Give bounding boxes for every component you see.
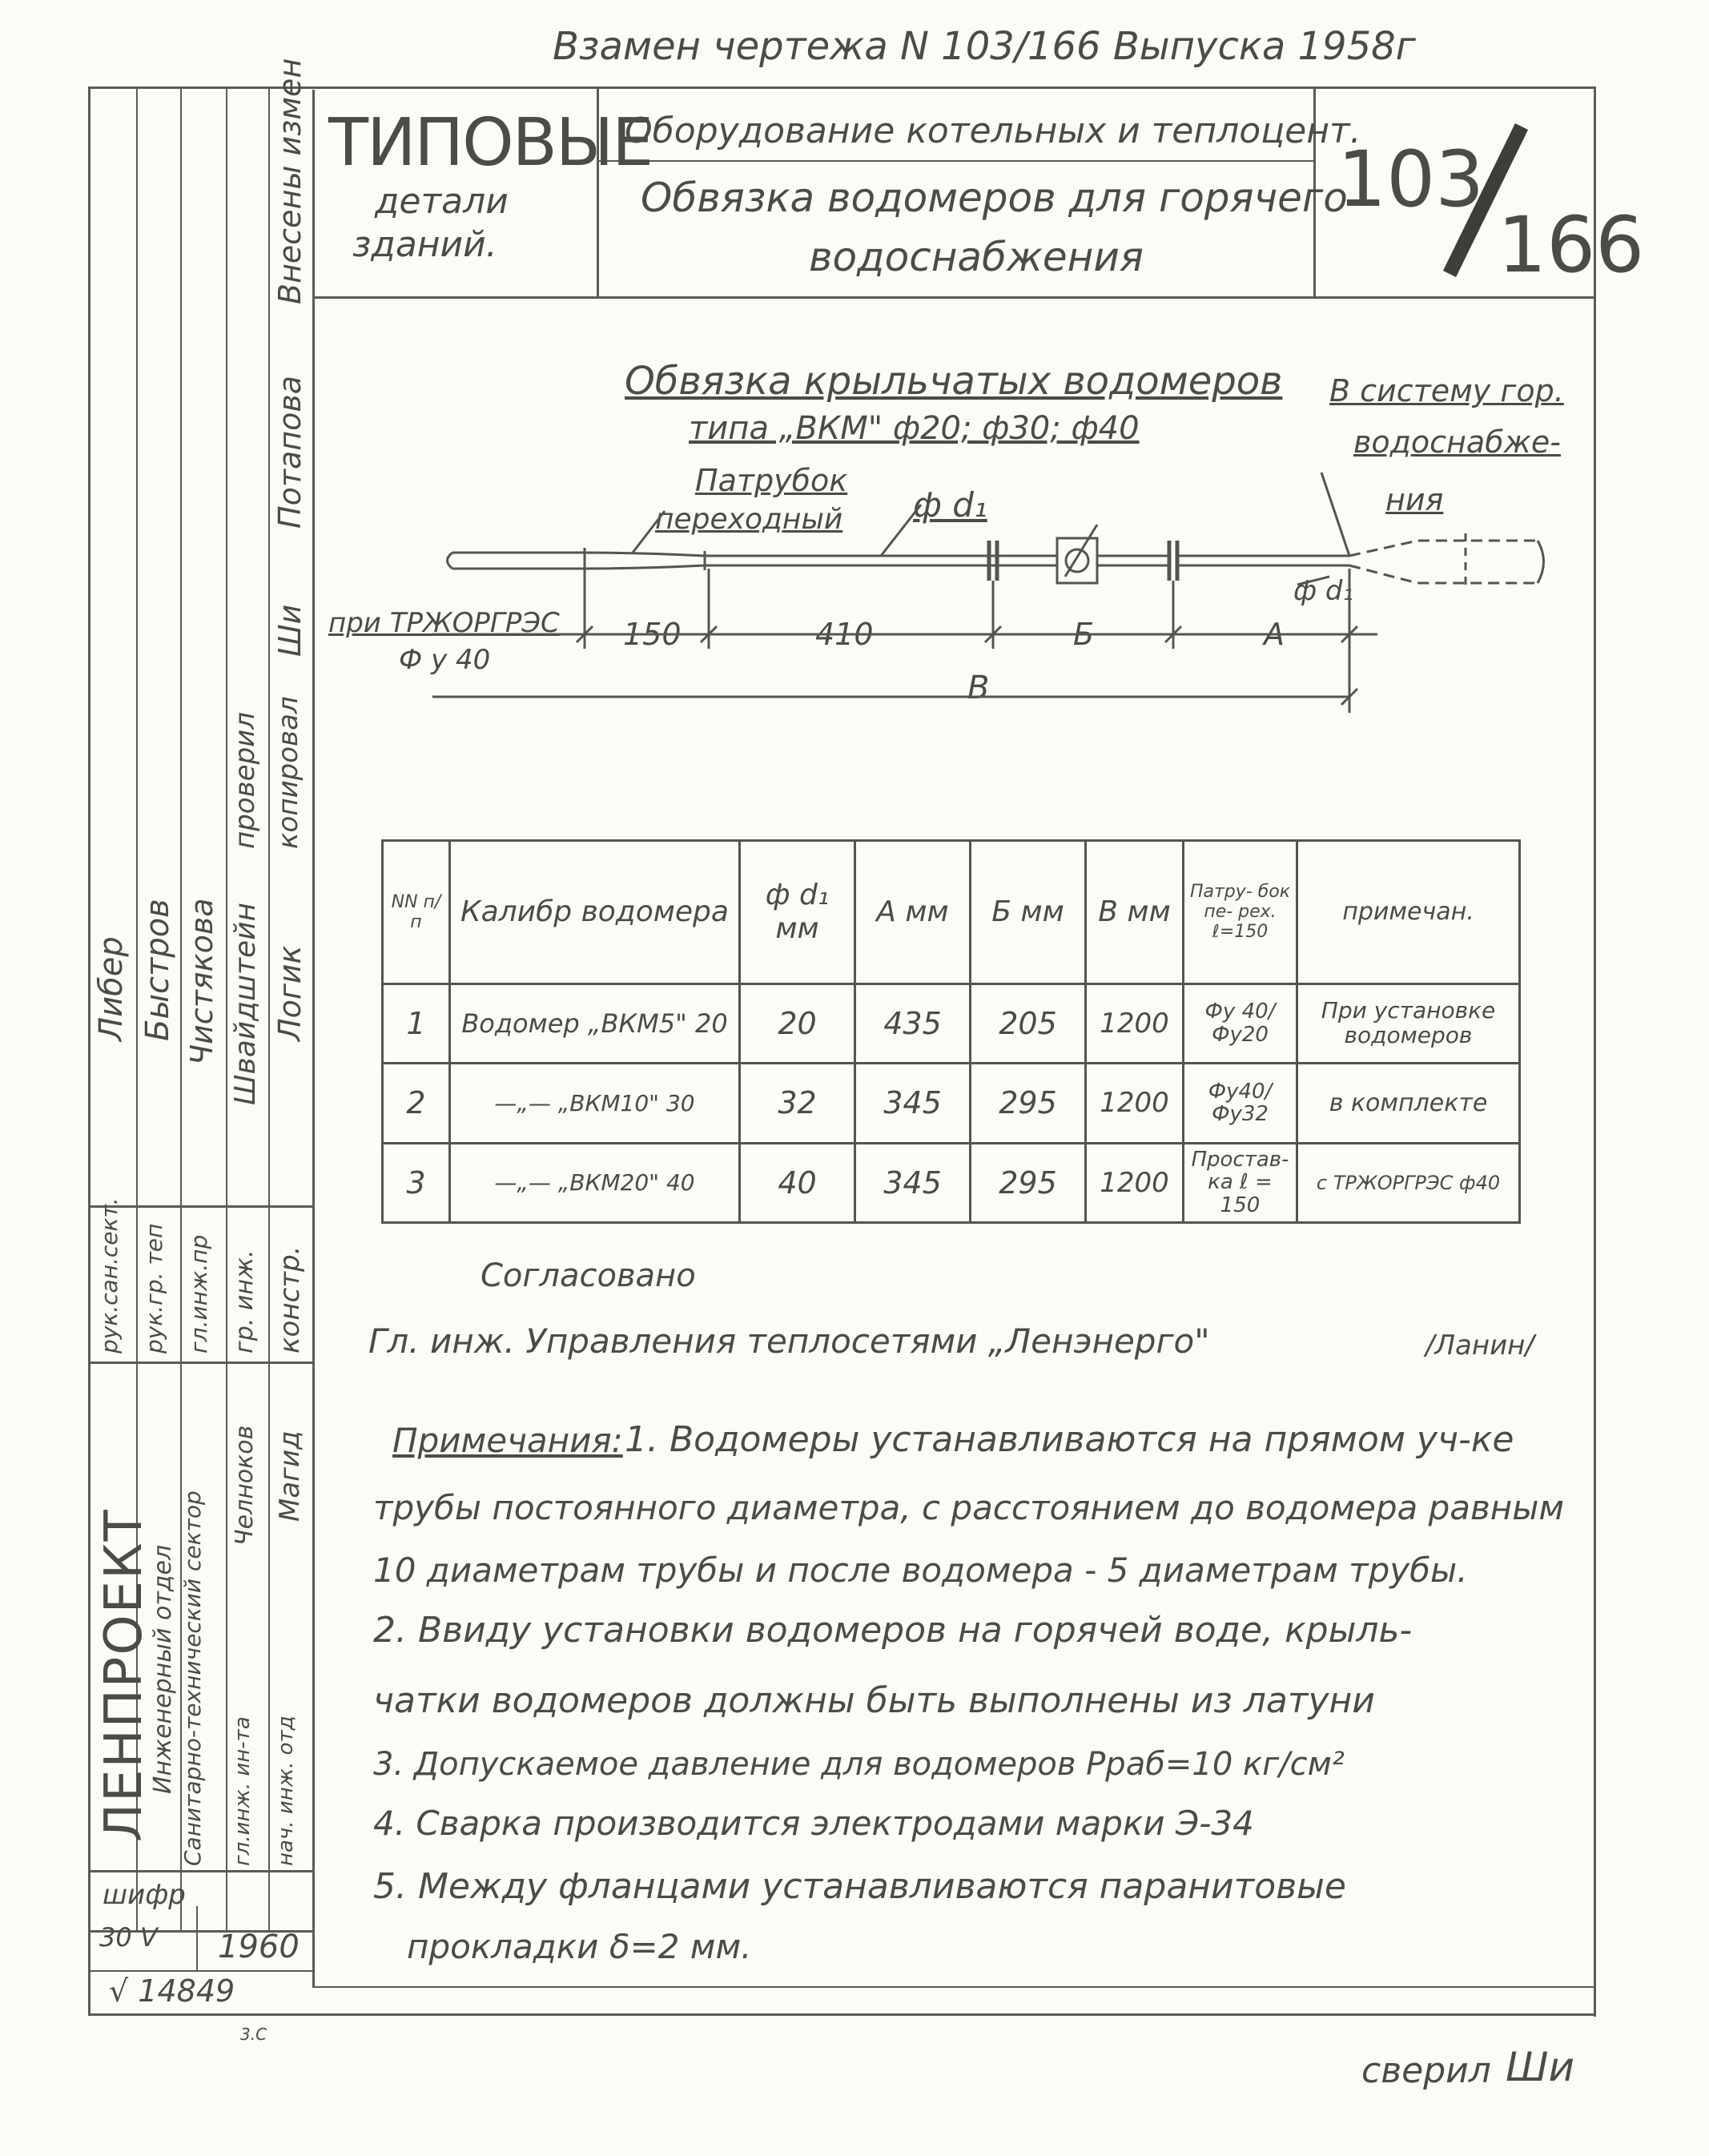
th-caliber: Калибр водомера (450, 841, 740, 984)
cell-diameter: 20 (740, 983, 855, 1063)
drawing-heading-2: типа „ВКМ" ф20; ф30; ф40 (689, 410, 1140, 447)
cell-caliber: —„— „ВКМ10" 30 (450, 1064, 740, 1143)
typical-label-3: зданий. (352, 224, 497, 265)
stamp-date-divider (196, 1906, 198, 1970)
sidebar-magid: Магид (274, 1430, 306, 1522)
sidebar-sector: Санитарно-технический сектор (179, 1490, 206, 1866)
drawing-heading-1: Обвязка крыльчатых водомеров (625, 359, 1283, 404)
sidebar-ruk-san: рук.сан.сект. (96, 1197, 123, 1354)
sidebar-gl-inzh-in-ta: гл.инж. ин-та (231, 1716, 255, 1866)
spec-table (381, 839, 1521, 1224)
dim-410: 410 (815, 617, 874, 652)
footer-signature: Ши (1506, 2044, 1574, 2090)
sidebar-logik: Логик (272, 945, 308, 1041)
sidebar-gr-inzh: гр. инж. (231, 1249, 259, 1354)
left-note-2: Ф у 40 (399, 644, 491, 676)
cell-caliber: Водомер „ВКМ5" 20 (450, 983, 740, 1063)
diam-label-right: ф d₁ (1293, 575, 1354, 607)
cell-pipe: Фу40/Фу32 (1184, 1064, 1297, 1143)
sidebar-shvaidshtein: Швайдштейн (229, 902, 262, 1105)
title-line-3: водоснабжения (809, 234, 1144, 280)
cell-pipe: Фу 40/Фу20 (1184, 983, 1297, 1063)
title-line-2: Обвязка водомеров для горячего (641, 175, 1348, 221)
stamp-col-4 (268, 88, 270, 1930)
th-pipe: Патру- бок пе- рех. ℓ=150 (1184, 841, 1297, 984)
sidebar-changes: Внесены измен (272, 58, 308, 304)
outlet-note-1: В систему гор. (1329, 373, 1564, 408)
doc-number-top: 103 (1337, 135, 1485, 224)
table-row (383, 983, 1520, 1063)
sidebar-shi: Ши (272, 604, 308, 657)
sidebar-copied: копировал (272, 696, 304, 849)
frame-left-outer (88, 86, 90, 2015)
sidebar-inv: √ 14849 (109, 1973, 235, 2009)
approval-name: /Ланин/ (1426, 1329, 1534, 1362)
sidebar-potapova: Потапова (272, 375, 308, 529)
cell-diameter: 40 (740, 1143, 855, 1222)
cell-diameter: 32 (740, 1064, 855, 1143)
pipe-assembly-drawing (432, 448, 1586, 721)
sidebar-gl-inzh-pr: гл.инж.пр (186, 1234, 212, 1354)
note-1a: 1. Водомеры устанавливаются на прямом уч-ке (625, 1419, 1514, 1460)
dim-v: В (967, 670, 990, 706)
sidebar-shifr: шифр (103, 1879, 186, 1911)
note-1b: трубы постоянного диаметра, с расстоянием до водомера равным (373, 1488, 1565, 1527)
stamp-col-3 (226, 88, 227, 1930)
frame-left-inner (312, 90, 315, 1988)
cell-v: 1200 (1086, 983, 1184, 1063)
sidebar-lieber: Либер (93, 936, 130, 1041)
cell-note: При установке водомеров (1297, 983, 1520, 1063)
title-line-1: Оборудование котельных и теплоцент. (625, 111, 1361, 151)
sidebar-chistyakova: Чистякова (184, 898, 219, 1065)
replaces-note: Взамен чертежа N 103/166 Выпуска 1958г (553, 24, 1416, 69)
stamp-row-2 (88, 1362, 312, 1364)
cell-v: 1200 (1086, 1143, 1184, 1222)
notes-title: Примечания: (392, 1421, 623, 1460)
note-1c: 10 диаметрам трубы и после водомера - 5 диаметрам трубы. (373, 1551, 1468, 1590)
dim-a: А (1264, 617, 1285, 652)
cell-num: 3 (383, 1143, 450, 1222)
cell-a: 435 (855, 983, 971, 1063)
dim-150: 150 (623, 617, 682, 652)
cell-num: 2 (383, 1064, 450, 1143)
sidebar-org: ЛЕНПРОЕКТ (94, 1508, 154, 1842)
cell-b: 205 (971, 983, 1086, 1063)
cell-v: 1200 (1086, 1064, 1184, 1143)
footer-checked: сверил (1361, 2050, 1491, 2091)
sidebar-year: 1960 (218, 1929, 300, 1965)
sidebar-bottom-mark: 3.С (240, 2025, 267, 2044)
pipe-label-1: Патрубок (695, 463, 848, 498)
sidebar-dept: Инженерный отдел (149, 1544, 177, 1794)
sidebar-bystrov: Быстров (139, 899, 176, 1041)
cell-a: 345 (855, 1143, 971, 1222)
note-2b: чатки водомеров должны быть выполнены из латуни (373, 1680, 1375, 1721)
stamp-row-3 (88, 1870, 312, 1872)
cell-b: 295 (971, 1143, 1086, 1222)
cell-note: с ТРЖОРГРЭС ф40 (1297, 1143, 1520, 1222)
note-4: 4. Сварка производится электродами марки Э-34 (373, 1804, 1254, 1843)
note-5a: 5. Между фланцами устанавливаются паранитовые (373, 1866, 1346, 1907)
cell-num: 1 (383, 983, 450, 1063)
note-3: 3. Допускаемое давление для водомеров Рраб=10 кг/см² (373, 1746, 1345, 1783)
cell-note: в комплекте (1297, 1064, 1520, 1143)
th-a: А мм (855, 841, 971, 984)
frame-right (1594, 86, 1596, 2017)
frame-bottom (88, 2013, 1595, 2016)
sidebar-date: 30 V (99, 1922, 158, 1953)
th-nn: NN п/п (383, 841, 450, 984)
cell-caliber: —„— „ВКМ20" 40 (450, 1143, 740, 1222)
frame-bottom-inner (312, 1986, 1594, 1988)
sidebar-ruk-gr: рук.гр. теп (141, 1223, 167, 1354)
cell-b: 295 (971, 1064, 1086, 1143)
doc-number-bottom: 166 (1498, 200, 1645, 290)
outlet-note-2: водоснабже- (1353, 424, 1561, 460)
outlet-note-3: ния (1385, 482, 1444, 517)
typical-label-2: детали (375, 181, 509, 222)
th-v: В мм (1086, 841, 1184, 984)
note-5b: прокладки δ=2 мм. (407, 1927, 752, 1966)
note-2a: 2. Ввиду установки водомеров на горячей воде, крыль- (373, 1610, 1413, 1651)
stamp-row-5 (88, 1970, 312, 1972)
sidebar-nach-otd: нач. инж. отд (274, 1716, 298, 1866)
title-block-bottom (312, 296, 1594, 299)
approval-agreed: Согласовано (481, 1257, 696, 1294)
th-diameter: ф d₁ мм (740, 841, 855, 984)
frame-top (88, 86, 1595, 89)
th-note: примечан. (1297, 841, 1520, 984)
cell-pipe: Простав-ка ℓ = 150 (1184, 1143, 1297, 1222)
sidebar-konstr: констр. (274, 1245, 306, 1354)
pipe-label-2: переходный (655, 503, 843, 536)
sidebar-chelnokov: Челноков (231, 1425, 259, 1546)
diam-label-top: ф d₁ (913, 485, 987, 525)
typical-label: ТИПОВЫЕ (328, 105, 653, 181)
cell-a: 345 (855, 1064, 971, 1143)
title-row-line (597, 160, 1313, 162)
table-header-row (383, 841, 1520, 984)
sidebar-checked: проверил (229, 712, 261, 849)
th-b: Б мм (971, 841, 1086, 984)
approval-line: Гл. инж. Управления теплосетями „Ленэнерго" (368, 1321, 1210, 1361)
table-row (383, 1143, 1520, 1222)
left-note-1: при ТРЖОРГРЭС (328, 607, 560, 639)
dim-b: Б (1073, 617, 1095, 652)
table-row (383, 1064, 1520, 1143)
